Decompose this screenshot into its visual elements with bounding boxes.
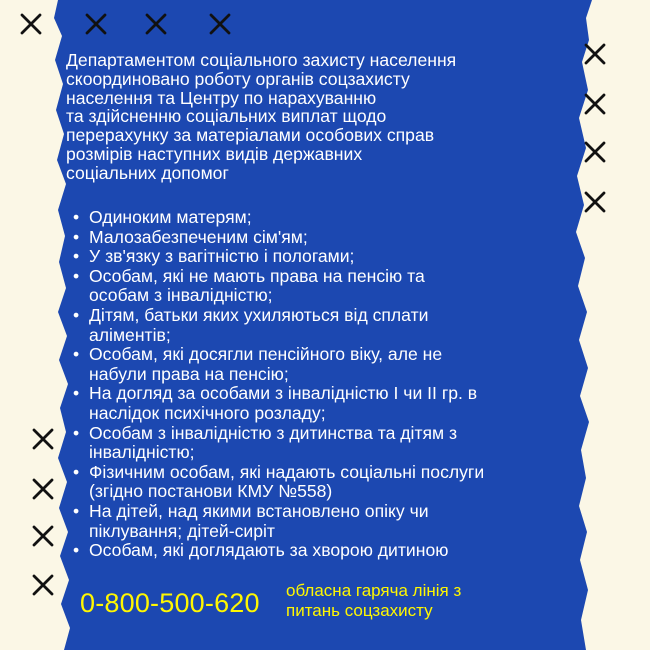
cross-mark-icon <box>31 477 55 501</box>
benefit-item: • На догляд за особами з інвалідністю І чи ІІ гр. в наслідок психічного розладу; <box>72 384 592 423</box>
cross-mark-icon <box>144 12 168 36</box>
benefit-item: • Дітям, батьки яких ухиляються від сплати аліментів; <box>72 306 592 345</box>
benefit-item: • Особам, які досягли пенсійного віку, але не набули права на пенсію; <box>72 345 592 384</box>
hotline-phone-number[interactable]: 0-800-500-620 <box>80 588 260 618</box>
benefit-item: • Малозабезпеченим сім'ям; <box>72 228 592 248</box>
cross-mark-icon <box>31 524 55 548</box>
intro-paragraph: Департаментом соціального захисту населення скоординовано роботу органів соцзахисту населення та Центру по нарахуванню та здійсненню соціальних виплат щодо перерахунку за матеріалами особових справ розмірів наступних видів державних соціальних допомог <box>66 50 457 183</box>
cross-mark-icon <box>208 12 232 36</box>
benefits-list <box>72 208 592 561</box>
benefit-item: • Фізичним особам, які надають соціальні послуги (згідно постанови КМУ №558) <box>72 463 592 502</box>
cross-mark-icon <box>583 140 607 164</box>
cross-mark-icon <box>19 12 43 36</box>
benefit-item: • Особам з інвалідністю з дитинства та дітям з інвалідністю; <box>72 424 592 463</box>
cross-mark-icon <box>583 42 607 66</box>
benefit-item: • У зв'язку з вагітністю і пологами; <box>72 247 592 267</box>
cross-mark-icon <box>31 427 55 451</box>
cross-mark-icon <box>583 92 607 116</box>
benefit-item: • Одиноким матерям; <box>72 208 592 228</box>
benefit-item: • Особам, які не мають права на пенсію та особам з інвалідністю; <box>72 267 592 306</box>
benefit-item: • Особам, які доглядають за хворою дитиною <box>72 541 592 561</box>
benefit-item: • На дітей, над якими встановлено опіку чи піклування; дітей-сиріт <box>72 502 592 541</box>
cross-mark-icon <box>84 12 108 36</box>
hotline-description: обласна гаряча лінія з питань соцзахисту <box>286 581 462 620</box>
cross-mark-icon <box>31 573 55 597</box>
